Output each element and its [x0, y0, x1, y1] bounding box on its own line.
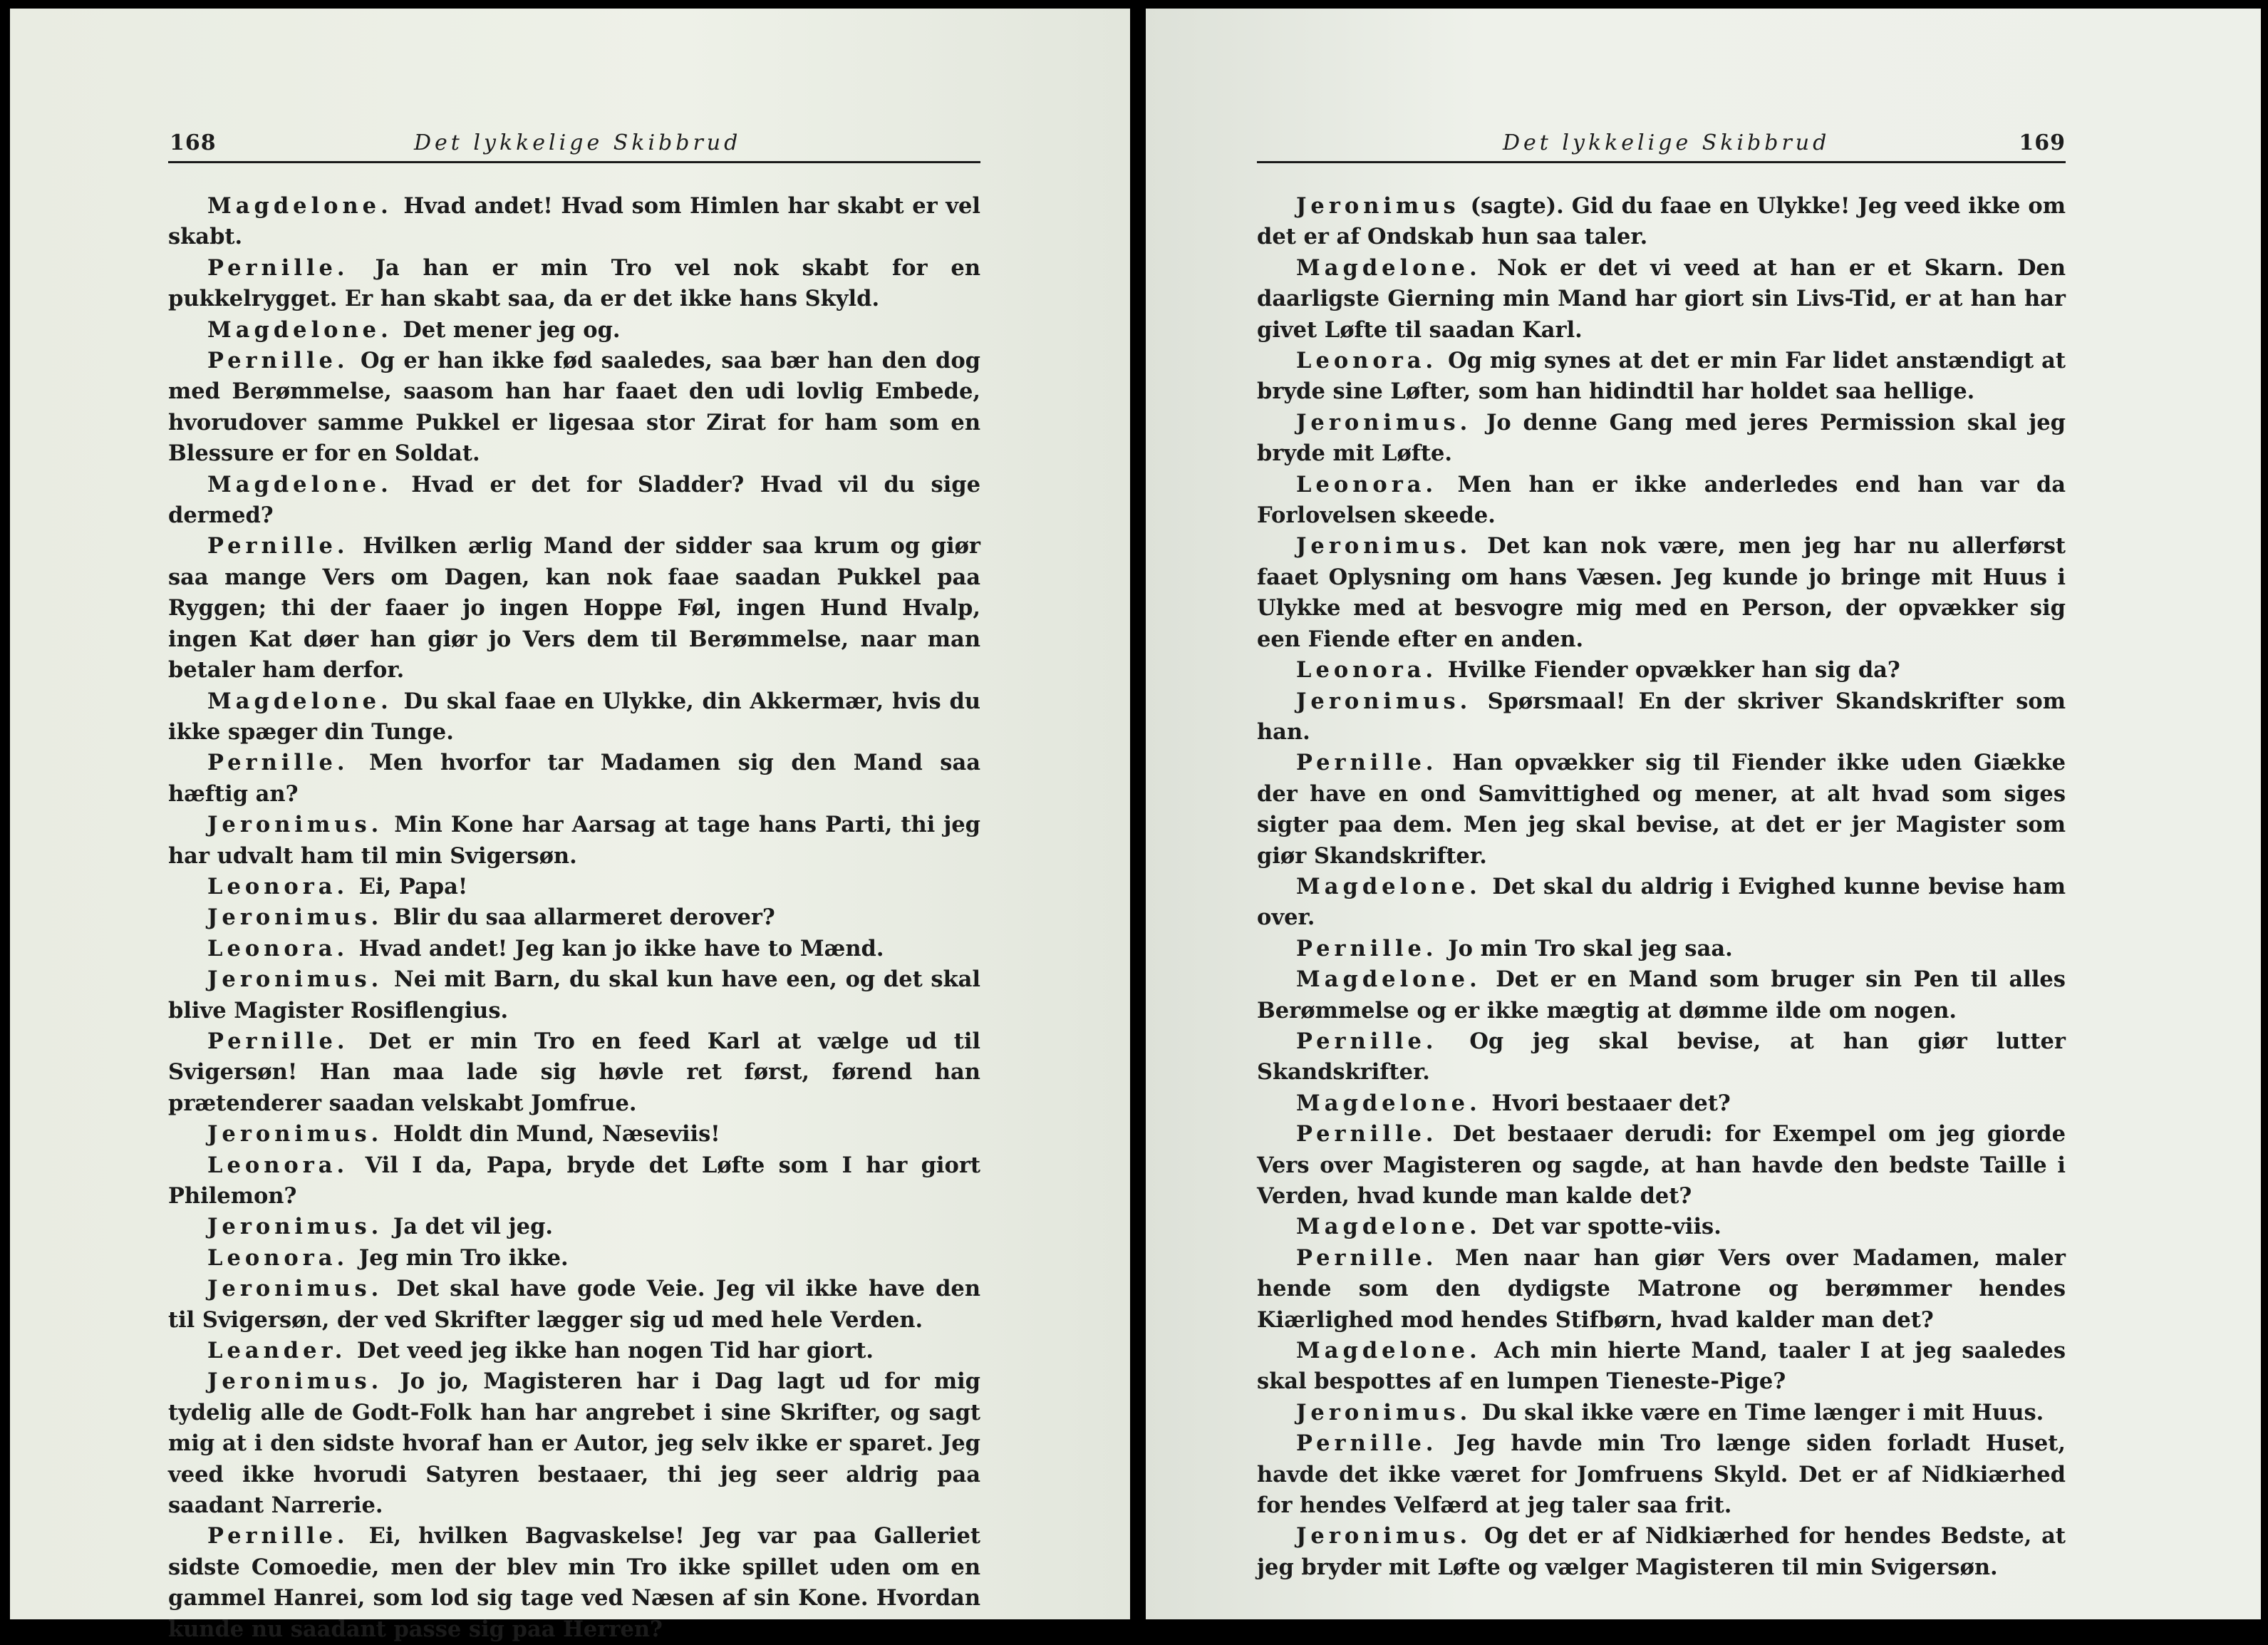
- dialogue-paragraph: [168, 872, 980, 902]
- dialogue-paragraph: [1257, 346, 2066, 408]
- dialogue-paragraph: [168, 686, 980, 748]
- dialogue-text: Blir du saa allarmeret derover?: [393, 904, 775, 931]
- speaker-name: Jeronimus.: [207, 1121, 383, 1148]
- dialogue-text: (sagte). Gid du faae en Ulykke! Jeg veed ikke om det er af Ondskab hun saa taler.: [1257, 193, 2066, 250]
- dialogue-paragraph: [168, 902, 980, 933]
- dialogue-text: Ei, hvilken Bagvaskelse! Jeg var paa Galleriet sidste Comoedie, men der blev min Tro ikke spillet uden om en gammel Hanrei, som lod sig tage ved Næsen af sin Kone. Hvordan kunde nu saadant passe sig paa Herren?: [168, 1523, 980, 1642]
- dialogue-text: Og er han ikke fød saaledes, saa bær han den dog med Berømmelse, saasom han har faaet den udi lovlig Embede, hvorudover samme Pukkel er ligesaa stor Zirat for ham som en Blessure er for en Soldat.: [168, 348, 980, 467]
- speaker-name: Jeronimus.: [1296, 688, 1472, 714]
- dialogue-paragraph: [168, 1243, 980, 1274]
- speaker-name: Pernille.: [207, 1523, 349, 1549]
- speaker-name: Jeronimus.: [207, 904, 383, 931]
- speaker-name: Jeronimus.: [207, 1276, 383, 1302]
- dialogue-text: Spørsmaal! En der skriver Skandskrifter som han.: [1257, 688, 2066, 745]
- speaker-name: Leonora.: [1296, 657, 1438, 684]
- left-page-body: [168, 191, 980, 1645]
- dialogue-text: Det er en Mand som bruger sin Pen til alles Berømmelse og er ikke mægtig at dømme ilde om nogen.: [1257, 966, 2066, 1023]
- speaker-name: Magdelone.: [1296, 254, 1481, 281]
- dialogue-text: Jeg havde min Tro længe siden forladt Huset, havde det ikke været for Jomfruens Skyld. Det er af Nidkiærhed for hendes Velfærd at jeg taler saa frit.: [1257, 1430, 2066, 1519]
- speaker-name: Pernille.: [1296, 1244, 1438, 1271]
- dialogue-paragraph: [1257, 531, 2066, 655]
- speaker-name: Jeronimus.: [1296, 533, 1472, 559]
- dialogue-paragraph: [1257, 655, 2066, 686]
- dialogue-paragraph: [1257, 470, 2066, 532]
- speaker-name: Pernille.: [1296, 1430, 1438, 1457]
- speaker-name: Magdelone.: [207, 316, 393, 343]
- dialogue-paragraph: [168, 1119, 980, 1150]
- dialogue-text: Hvilken ærlig Mand der sidder saa krum og giør saa mange Vers om Dagen, kan nok faae saadan Pukkel paa Ryggen; thi der faaer jo ingen Hoppe Føl, ingen Hund Hvalp, ingen Kat døer han giør jo Vers dem til Berømmelse, naar man betaler ham derfor.: [168, 533, 981, 684]
- dialogue-text: Men naar han giør Vers over Madamen, maler hende som den dydigste Matrone og berømmer hendes Kiærlighed mod hendes Stifbørn, hvad kalder man det?: [1257, 1244, 2066, 1333]
- dialogue-text: Det bestaaer derudi: for Exempel om jeg giorde Vers over Magisteren og sagde, at han havde den bedste Taille i Verden, hvad kunde man kalde det?: [1257, 1121, 2066, 1209]
- right-page-number: 169: [2019, 130, 2066, 155]
- dialogue-text: Han opvækker sig til Fiender ikke uden Giække der have en ond Samvittighed og mener, at alt hvad som siges sigter paa dem. Men jeg skal bevise, at det er jer Magister som giør Skandskrifter.: [1257, 750, 2066, 869]
- dialogue-paragraph: [168, 1212, 980, 1242]
- speaker-name: Magdelone.: [207, 688, 393, 714]
- speaker-name: Leonora.: [1296, 471, 1438, 497]
- dialogue-text: Hvad andet! Jeg kan jo ikke have to Mænd.: [358, 935, 884, 961]
- dialogue-paragraph: [1257, 1088, 2066, 1119]
- dialogue-paragraph: [1257, 1336, 2066, 1398]
- dialogue-paragraph: [1257, 934, 2066, 964]
- dialogue-paragraph: [1257, 1212, 2066, 1242]
- dialogue-paragraph: [1257, 1119, 2066, 1212]
- speaker-name: Jeronimus.: [1296, 409, 1472, 435]
- dialogue-text: Jo jo, Magisteren har i Dag lagt ud for mig tydelig alle de Godt-Folk han har angrebet i sine Skrifter, og sagt mig at i den sidste hvoraf han er Autor, jeg selv ikke er sparet. Jeg veed ikke hvorudi Satyren bestaaer, thi jeg seer aldrig paa saadant Narrerie.: [168, 1368, 981, 1519]
- speaker-name: Leander.: [207, 1338, 347, 1364]
- left-page: [10, 9, 1130, 1642]
- dialogue-paragraph: [1257, 1243, 2066, 1336]
- speaker-name: Jeronimus.: [207, 1214, 383, 1240]
- dialogue-text: Hvad andet! Hvad som Himlen har skabt er vel skabt.: [168, 193, 980, 250]
- dialogue-text: Jo min Tro skal jeg saa.: [1448, 935, 1733, 961]
- dialogue-paragraph: [168, 1150, 980, 1212]
- speaker-name: Magdelone.: [1296, 1338, 1481, 1364]
- speaker-name: Pernille.: [207, 750, 349, 776]
- dialogue-text: Det var spotte-viis.: [1491, 1214, 1721, 1240]
- speaker-name: Magdelone.: [1296, 1214, 1481, 1240]
- dialogue-text: Hvilke Fiender opvækker han sig da?: [1447, 657, 1900, 684]
- dialogue-text: Og jeg skal bevise, at han giør lutter Skandskrifter.: [1257, 1028, 2066, 1086]
- dialogue-text: Det kan nok være, men jeg har nu allerførst faaet Oplysning om hans Væsen. Jeg kunde jo bringe mit Huus i Ulykke med at besvogre mig med en Person, der opvækker sig een Fiende efter en anden.: [1257, 533, 2066, 652]
- speaker-name: Magdelone.: [1296, 1090, 1481, 1116]
- dialogue-paragraph: [168, 253, 980, 315]
- dialogue-text: Det veed jeg ikke han nogen Tid har giort.: [357, 1338, 874, 1364]
- speaker-name: Leonora.: [1296, 348, 1438, 374]
- dialogue-text: Det skal have gode Veie. Jeg vil ikke have den til Svigersøn, der ved Skrifter lægger sig ud med hele Verden.: [168, 1276, 980, 1333]
- speaker-name: Magdelone.: [207, 471, 393, 497]
- dialogue-paragraph: [168, 531, 980, 686]
- dialogue-paragraph: [168, 1026, 980, 1119]
- right-page: [1146, 9, 2261, 1619]
- speaker-name: Jeronimus.: [207, 812, 383, 838]
- right-running-title: Det lykkelige Skibbrud: [1503, 130, 1831, 155]
- dialogue-text: Ja det vil jeg.: [393, 1214, 554, 1240]
- speaker-name: Pernille.: [207, 533, 349, 559]
- dialogue-paragraph: [168, 191, 980, 253]
- speaker-name: Jeronimus.: [1296, 1523, 1472, 1549]
- dialogue-paragraph: [1257, 686, 2066, 748]
- speaker-name: Pernille.: [1296, 1028, 1438, 1054]
- dialogue-paragraph: [168, 1336, 980, 1366]
- dialogue-paragraph: [168, 1521, 980, 1645]
- dialogue-text: Og det er af Nidkiærhed for hendes Bedste, at jeg bryder mit Løfte og vælger Magisteren til min Svigersøn.: [1257, 1523, 2066, 1580]
- speaker-name: Magdelone.: [1296, 873, 1481, 899]
- dialogue-paragraph: [1257, 408, 2066, 470]
- dialogue-paragraph: [168, 810, 980, 872]
- dialogue-paragraph: [1257, 191, 2066, 253]
- dialogue-paragraph: [168, 470, 980, 532]
- right-page-body: [1257, 191, 2066, 1583]
- dialogue-paragraph: [168, 934, 980, 964]
- speaker-name: Jeronimus.: [1296, 1399, 1472, 1425]
- dialogue-paragraph: [1257, 872, 2066, 934]
- dialogue-text: Jeg min Tro ikke.: [358, 1244, 569, 1271]
- speaker-name: Pernille.: [1296, 1121, 1438, 1148]
- dialogue-paragraph: [1257, 253, 2066, 346]
- speaker-name: Jeronimus: [1296, 193, 1460, 219]
- dialogue-text: Nok er det vi veed at han er et Skarn. Den daarligste Gierning min Mand har giort sin Livs-Tid, er at han har givet Løfte til saadan Karl.: [1257, 254, 2066, 343]
- dialogue-text: Holdt din Mund, Næseviis!: [393, 1121, 720, 1148]
- dialogue-paragraph: [1257, 1026, 2066, 1088]
- dialogue-text: Du skal ikke være en Time længer i mit Huus.: [1481, 1399, 2044, 1425]
- dialogue-paragraph: [168, 748, 980, 810]
- speaker-name: Pernille.: [1296, 750, 1438, 776]
- dialogue-text: Ach min hierte Mand, taaler I at jeg saaledes skal bespottes af en lumpen Tieneste-Pige?: [1257, 1338, 2066, 1395]
- left-running-title: Det lykkelige Skibbrud: [414, 130, 742, 155]
- dialogue-text: Vil I da, Papa, bryde det Løfte som I har giort Philemon?: [168, 1152, 980, 1209]
- dialogue-paragraph: [168, 315, 980, 346]
- dialogue-paragraph: [1257, 1521, 2066, 1583]
- dialogue-paragraph: [168, 1366, 980, 1521]
- speaker-name: Magdelone.: [207, 193, 393, 219]
- speaker-name: Leonora.: [207, 935, 349, 961]
- dialogue-paragraph: [1257, 964, 2066, 1026]
- left-page-number: 168: [170, 130, 217, 155]
- dialogue-text: Du skal faae en Ulykke, din Akkermær, hvis du ikke spæger din Tunge.: [168, 688, 980, 745]
- right-page-header: [1257, 128, 2066, 163]
- dialogue-paragraph: [168, 1274, 980, 1336]
- dialogue-text: Det mener jeg og.: [403, 316, 621, 343]
- speaker-name: Pernille.: [207, 348, 349, 374]
- speaker-name: Leonora.: [207, 1152, 349, 1178]
- speaker-name: Leonora.: [207, 873, 349, 899]
- left-page-header: [168, 128, 980, 163]
- speaker-name: Magdelone.: [1296, 966, 1481, 993]
- dialogue-paragraph: [168, 346, 980, 470]
- dialogue-text: Men hvorfor tar Madamen sig den Mand saa hæftig an?: [168, 750, 981, 807]
- dialogue-text: Ei, Papa!: [358, 873, 468, 899]
- dialogue-text: Nei mit Barn, du skal kun have een, og det skal blive Magister Rosiflengius.: [168, 966, 980, 1023]
- dialogue-paragraph: [168, 964, 980, 1026]
- speaker-name: Pernille.: [1296, 935, 1438, 961]
- speaker-name: Leonora.: [207, 1244, 349, 1271]
- dialogue-paragraph: [1257, 1428, 2066, 1521]
- speaker-name: Pernille.: [207, 1028, 349, 1054]
- dialogue-paragraph: [1257, 748, 2066, 872]
- dialogue-text: Det er min Tro en feed Karl at vælge ud til Svigersøn! Han maa lade sig høvle ret først, førend han prætenderer saadan velskabt Jomfrue.: [168, 1028, 981, 1116]
- dialogue-paragraph: [1257, 1398, 2066, 1428]
- dialogue-text: Hvori bestaaer det?: [1491, 1090, 1731, 1116]
- dialogue-text: Ja han er min Tro vel nok skabt for en pukkelrygget. Er han skabt saa, da er det ikke hans Skyld.: [168, 254, 981, 312]
- dialogue-text: Det skal du aldrig i Evighed kunne bevise ham over.: [1257, 873, 2066, 931]
- dialogue-text: Og mig synes at det er min Far lidet anstændigt at bryde sine Løfter, som han hidindtil har holdet saa hellige.: [1257, 348, 2066, 405]
- speaker-name: Pernille.: [207, 254, 349, 281]
- dialogue-text: Jo denne Gang med jeres Permission skal jeg bryde mit Løfte.: [1257, 409, 2066, 467]
- speaker-name: Jeronimus.: [207, 1368, 383, 1395]
- dialogue-text: Min Kone har Aarsag at tage hans Parti, thi jeg har udvalt ham til min Svigersøn.: [168, 812, 980, 869]
- dialogue-text: Men han er ikke anderledes end han var da Forlovelsen skeede.: [1257, 471, 2066, 529]
- speaker-name: Jeronimus.: [207, 966, 383, 993]
- dialogue-text: Hvad er det for Sladder? Hvad vil du sige dermed?: [168, 471, 980, 529]
